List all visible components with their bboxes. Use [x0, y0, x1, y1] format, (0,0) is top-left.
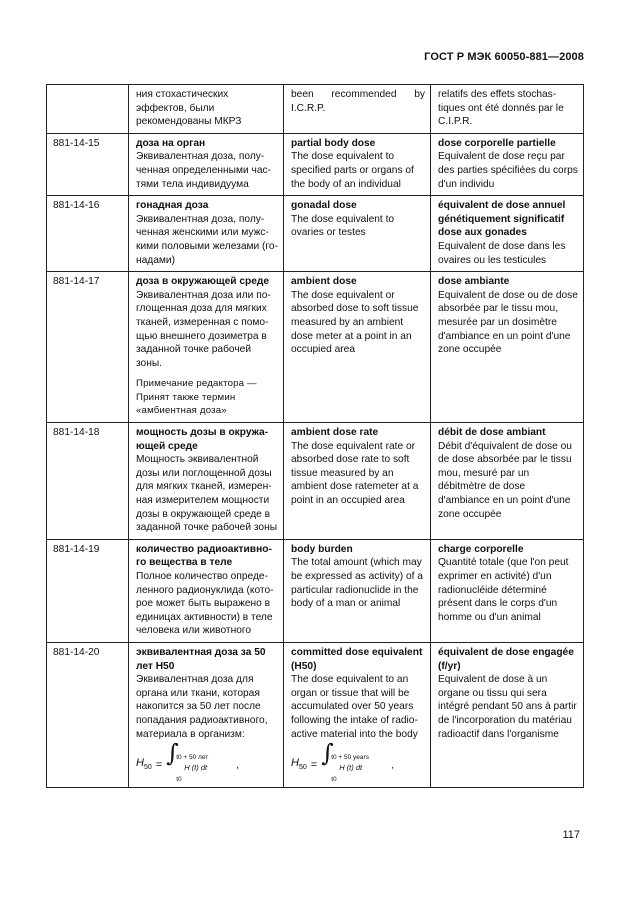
fr-term: charge corporelle	[438, 543, 524, 555]
ru-definition: Полное количество определенного радионуклида (которое может быть выражено в единицах активности) в теле человека или животного	[136, 571, 274, 637]
fr-definition: Equivalent de dose ou de dose absorbée par le tissu mou, mesurée par un dosimètre d'ambiance en un point d'une zone occupée	[438, 289, 578, 356]
formula-equals: =	[155, 759, 163, 772]
integral-sign: ∫	[166, 739, 179, 768]
formula-equals: =	[310, 759, 318, 772]
upper-limit: t0 + 50 лет	[176, 754, 209, 762]
formula-comma: ,	[236, 760, 240, 772]
en-term: committed dose equivalent (H50)	[291, 646, 423, 672]
table-row	[47, 539, 584, 642]
ru-cell	[129, 272, 284, 423]
ru-definition: Эквивалентная доза, полученная женскими или мужскими половыми железами (гонадами)	[136, 213, 278, 266]
table-row	[47, 133, 584, 195]
fr-cell	[431, 85, 584, 134]
formula-lhs: $H_{50}$	[136, 757, 152, 772]
ru-definition: Эквивалентная доза или поглощенная доза для мягких тканей, измеренная с помощью внешнего дозиметра в заданной точке рабочей зоны.	[136, 289, 271, 369]
term-number: 881-14-15	[47, 133, 129, 195]
ru-term: количество радиоактивного вещества в теле	[136, 543, 272, 569]
ru-definition: Эквивалентная доза для органа или ткани, которая накопится за 50 лет после попадания радиоактивного, материала в организм:	[136, 674, 268, 740]
en-definition: The dose equivalent rate or absorbed dose rate to soft tissue measured by an ambient dose ratemeter at a point in an occupied area	[291, 440, 419, 507]
fr-cell	[431, 642, 584, 787]
fr-definition: Quantité totale (que l'on peut exprimer en activité) d'un radionucléide déterminé présent dans le corps d'un homme ou d'un animal	[438, 557, 569, 623]
integral	[166, 739, 236, 784]
ru-definition: Эквивалентная доза, полученная определенными частями тела индивидуума	[136, 151, 271, 190]
en-definition: The dose equivalent to specified parts or organs of the body of an individual	[291, 151, 414, 190]
en-term: gonadal dose	[291, 200, 357, 212]
integral-formula	[136, 739, 278, 784]
fr-cell	[431, 539, 584, 642]
lower-limit: t0	[331, 776, 337, 784]
ru-cell	[129, 196, 284, 272]
upper-limit: t0 + 50 years	[331, 754, 369, 762]
fr-definition: Equivalent de dose reçu par des parties spécifiées du corps d'un individu	[438, 151, 578, 190]
fr-definition: relatifs des effets stochastiques ont été donnés par le C.I.P.R.	[438, 89, 564, 128]
en-cell	[284, 196, 431, 272]
term-number: 881-14-20	[47, 642, 129, 787]
en-definition: been recommended by I.C.R.P.	[291, 89, 425, 114]
terms-table	[46, 84, 584, 788]
table-row	[47, 423, 584, 540]
fr-definition: Equivalent de dose à un organe ou tissu qui sera intégré pendant 50 ans à partir de l'incorporation du matériau radioactif dans l'organisme	[438, 674, 577, 740]
lower-limit: t0	[176, 776, 182, 784]
en-cell	[284, 272, 431, 423]
formula-comma: ,	[391, 760, 395, 772]
ru-cell	[129, 642, 284, 787]
fr-term: équivalent de dose engagée (f/yr)	[438, 646, 574, 672]
num-cell	[47, 85, 129, 134]
en-term: partial body dose	[291, 137, 376, 149]
fr-term: dose corporelle partielle	[438, 137, 556, 149]
en-term: ambient dose rate	[291, 427, 379, 439]
table-row	[47, 642, 584, 787]
editor-note: Примечание редактора — Принят также термин «амбиентная доза»	[136, 378, 257, 417]
term-number: 881-14-19	[47, 539, 129, 642]
en-cell	[284, 85, 431, 134]
en-cell	[284, 423, 431, 540]
page-number: 117	[562, 829, 580, 841]
integrand: H (t) dt	[339, 763, 363, 773]
en-term: body burden	[291, 543, 353, 555]
ru-term: эквивалентная доза за 50 лет H50	[136, 646, 266, 672]
ru-cell	[129, 133, 284, 195]
fr-term: équivalent de dose annuel génétiquement significatif dose aux gonades	[438, 200, 566, 239]
formula-lhs: $H_{50}$	[291, 757, 307, 772]
term-number: 881-14-17	[47, 272, 129, 423]
fr-term: débit de dose ambiant	[438, 427, 546, 439]
en-cell	[284, 133, 431, 195]
ru-term: гонадная доза	[136, 200, 209, 212]
en-cell	[284, 539, 431, 642]
fr-cell	[431, 423, 584, 540]
term-number: 881-14-16	[47, 196, 129, 272]
fr-definition: Débit d'équivalent de dose ou de dose absorbée par le tissu mou, mesuré par un débitmètre de dose d'ambiance en un point d'une zone occupée	[438, 440, 572, 520]
en-term: ambient dose	[291, 276, 357, 288]
table-row	[47, 272, 584, 423]
en-definition: The dose equivalent or absorbed dose to soft tissue measured by an ambient dose meter at a point in an occupied area	[291, 289, 419, 356]
ru-term: мощность дозы в окружающей среде	[136, 427, 269, 452]
integral-sign: ∫	[321, 739, 334, 768]
en-cell	[284, 642, 431, 787]
fr-definition: Equivalent de dose dans les ovaires ou les testicules	[438, 240, 566, 266]
ru-definition: Мощность эквивалентной дозы или поглощенной дозы для мягких тканей, измеренная измерителем мощности дозы в окружающей среде в заданной точке рабочей зоны	[136, 454, 278, 534]
table-row	[47, 85, 584, 134]
en-definition: The dose equivalent to ovaries or testes	[291, 213, 395, 239]
ru-term: доза на орган	[136, 137, 206, 149]
fr-cell	[431, 272, 584, 423]
ru-term: доза в окружающей среде	[136, 276, 270, 288]
term-number: 881-14-18	[47, 423, 129, 540]
ru-cell	[129, 423, 284, 540]
document-header: ГОСТ Р МЭК 60050-881—2008	[424, 51, 584, 63]
ru-definition: ния стохастических эффектов, были рекомендованы МКРЗ	[136, 89, 242, 128]
en-definition: The total amount (which may be expressed as activity) of a particular radionuclide in the body of a man or animal	[291, 557, 423, 610]
table-row	[47, 196, 584, 272]
en-definition: The dose equivalent to an organ or tissue that will be accumulated over 50 years following the intake of radioactive material into the body	[291, 674, 418, 740]
fr-cell	[431, 133, 584, 195]
ru-cell	[129, 85, 284, 134]
integral	[321, 739, 391, 784]
fr-cell	[431, 196, 584, 272]
integral-formula	[291, 739, 425, 784]
ru-cell	[129, 539, 284, 642]
fr-term: dose ambiante	[438, 276, 510, 288]
integrand: H (t) dt	[184, 763, 208, 773]
